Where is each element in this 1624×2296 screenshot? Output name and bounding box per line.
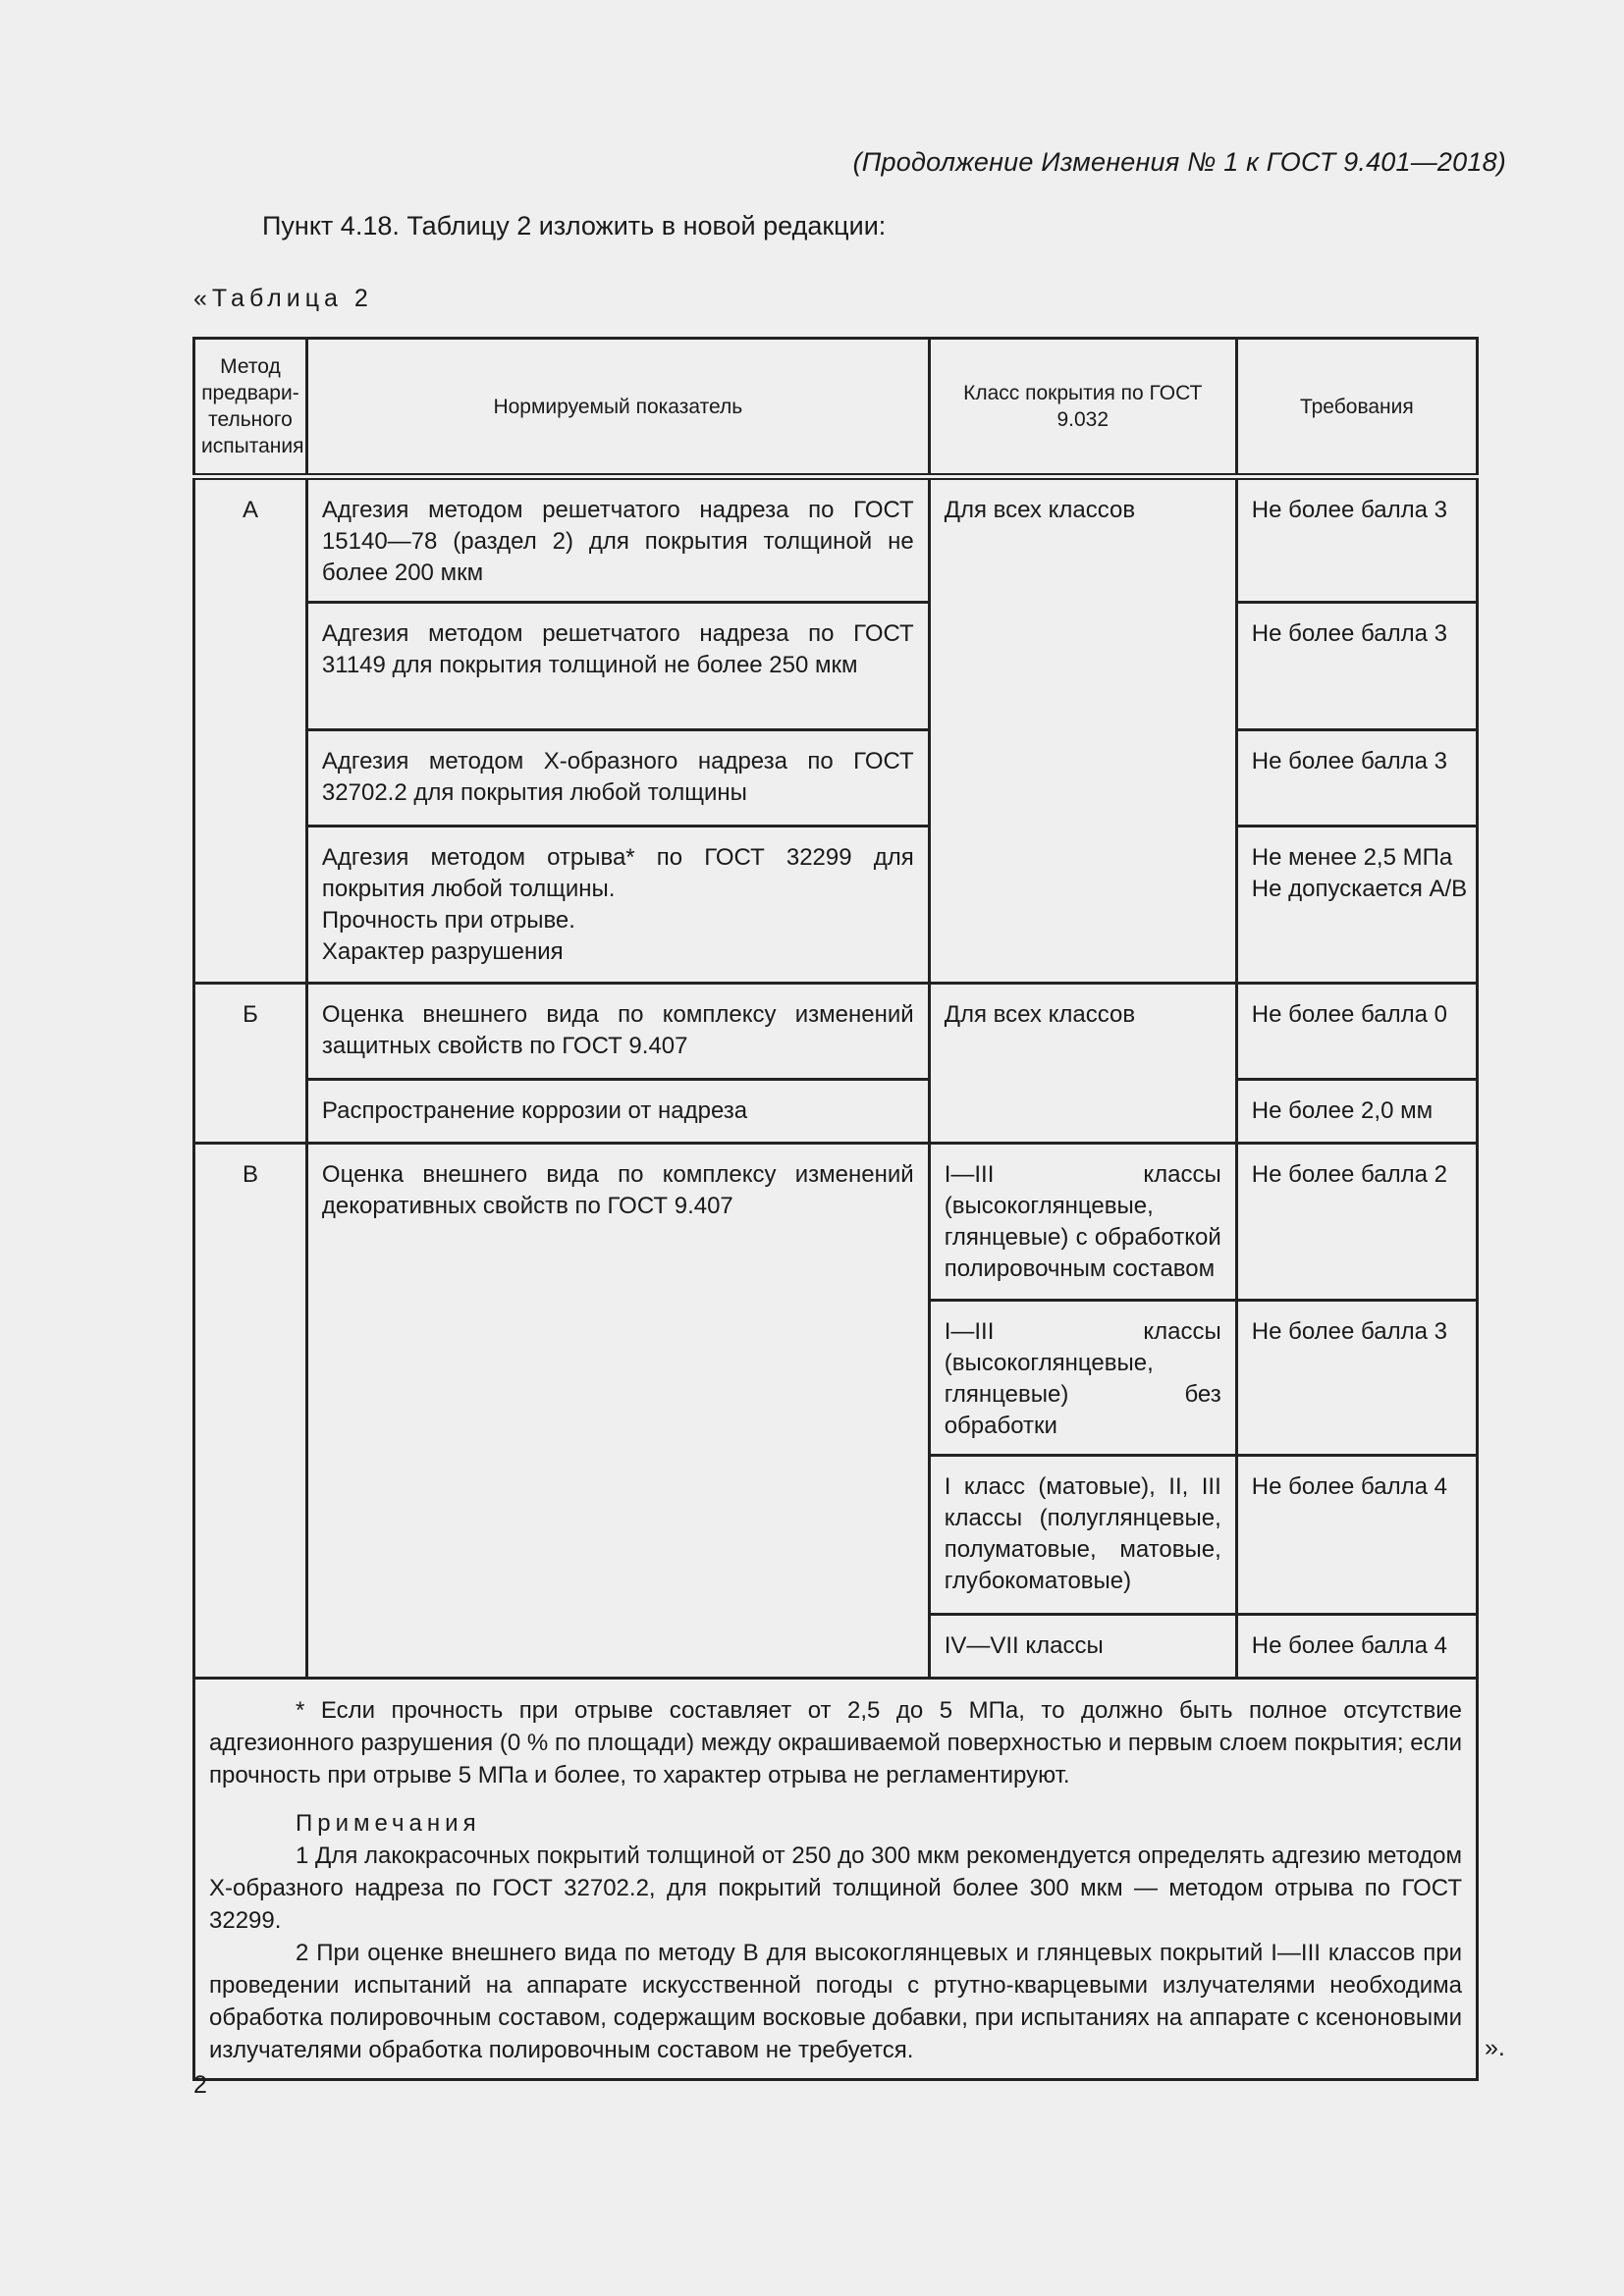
table-row	[194, 1144, 1478, 1301]
note-2: 2 При оценке внешнего вида по методу В для высокоглянцевых и глянцевых покрытий I—III классов при проведении испытаний на аппарате искусственной погоды с ртутно-кварцевыми излучателями необходима обработка полировочным составом, содержащим восковые добавки, при испытаниях на аппарате с ксеноновыми излучателями обработка полировочным составом не требуется.	[209, 1940, 1462, 2063]
indicator-cell: Адгезия методом Х-образного надреза по ГОСТ 32702.2 для покрытия любой толщины	[306, 730, 929, 827]
table-row	[194, 730, 1478, 827]
table-header-row	[194, 339, 1478, 477]
requirement-cell: Не более балла 0	[1236, 984, 1477, 1080]
notes-title: Примечания	[296, 1810, 481, 1837]
table-label: «Таблица 2	[193, 285, 373, 312]
class-cell: IV—VII классы	[929, 1615, 1236, 1679]
indicator-line: Адгезия методом отрыва* по ГОСТ 32299 для покрытия любой толщины.	[321, 844, 914, 902]
notes-row	[194, 1679, 1478, 2080]
method-b: Б	[194, 984, 307, 1144]
class-cell-a: Для всех классов	[929, 477, 1236, 984]
class-cell: I—III классы (высокоглянцевые, глянцевые) без обработки	[929, 1301, 1236, 1456]
requirement-line: Не допускается А/В	[1251, 876, 1468, 902]
indicator-cell: Адгезия методом решетчатого надреза по ГОСТ 15140—78 (раздел 2) для покрытия толщиной не более 200 мкм	[306, 477, 929, 603]
header-method: Метод предвари-тельного испытания	[194, 339, 307, 477]
requirement-cell: Не более балла 4	[1236, 1615, 1477, 1679]
requirement-cell: Не более балла 3	[1236, 730, 1477, 827]
method-v: В	[194, 1144, 307, 1679]
running-head: (Продолжение Изменения № 1 к ГОСТ 9.401—2018)	[852, 147, 1506, 177]
table-row	[194, 1080, 1478, 1144]
page-number: 2	[193, 2071, 207, 2099]
footnote: * Если прочность при отрыве составляет от 2,5 до 5 МПа, то должно быть полное отсутствие адгезионного разрушения (0 % по площади) между окрашиваемой поверхностью и первым слоем покрытия; если прочность при отрыве 5 МПа и более, то характер отрыва не регламентируют.	[209, 1697, 1462, 1789]
requirement-cell: Не более балла 3	[1236, 603, 1477, 730]
header-requirements: Требования	[1236, 339, 1477, 477]
requirement-cell: Не более балла 3	[1236, 1301, 1477, 1456]
indicator-cell-adhesion-pull	[306, 827, 929, 984]
header-indicator: Нормируемый показатель	[306, 339, 929, 477]
method-a: А	[194, 477, 307, 984]
requirement-cell: Не более балла 2	[1236, 1144, 1477, 1301]
class-cell-b: Для всех классов	[929, 984, 1236, 1144]
requirement-cell: Не более 2,0 мм	[1236, 1080, 1477, 1144]
indicator-cell: Распространение коррозии от надреза	[306, 1080, 929, 1144]
indicator-cell: Оценка внешнего вида по комплексу изменений защитных свойств по ГОСТ 9.407	[306, 984, 929, 1080]
indicator-line: Характер разрушения	[321, 938, 564, 965]
notes-cell	[194, 1679, 1478, 2080]
requirements-table	[192, 337, 1479, 2081]
class-cell: I класс (матовые), II, III классы (полуглянцевые, полуматовые, матовые, глубокоматовые)	[929, 1456, 1236, 1615]
note-1: 1 Для лакокрасочных покрытий толщиной от 250 до 300 мкм рекомендуется определять адгезию методом Х-образного надреза по ГОСТ 32702.2, для покрытий толщиной более 300 мкм — методом отрыва по ГОСТ 32299.	[209, 1842, 1462, 1934]
requirement-cell-adhesion-pull	[1236, 827, 1477, 984]
header-class: Класс покрытия по ГОСТ 9.032	[929, 339, 1236, 477]
table-row	[194, 984, 1478, 1080]
requirement-cell: Не более балла 3	[1236, 477, 1477, 603]
intro-paragraph: Пункт 4.18. Таблицу 2 изложить в новой редакции:	[262, 211, 887, 240]
indicator-cell: Адгезия методом решетчатого надреза по ГОСТ 31149 для покрытия толщиной не более 250 мкм	[306, 603, 929, 730]
requirement-cell: Не более балла 4	[1236, 1456, 1477, 1615]
indicator-cell-decorative: Оценка внешнего вида по комплексу изменений декоративных свойств по ГОСТ 9.407	[306, 1144, 929, 1679]
table-row	[194, 603, 1478, 730]
indicator-line: Прочность при отрыве.	[321, 907, 575, 934]
requirement-line: Не менее 2,5 МПа	[1251, 844, 1453, 871]
class-cell: I—III классы (высокоглянцевые, глянцевые) с обработкой полировочным составом	[929, 1144, 1236, 1301]
table-row	[194, 477, 1478, 603]
table-row	[194, 827, 1478, 984]
closing-quote: ».	[1485, 2034, 1505, 2061]
